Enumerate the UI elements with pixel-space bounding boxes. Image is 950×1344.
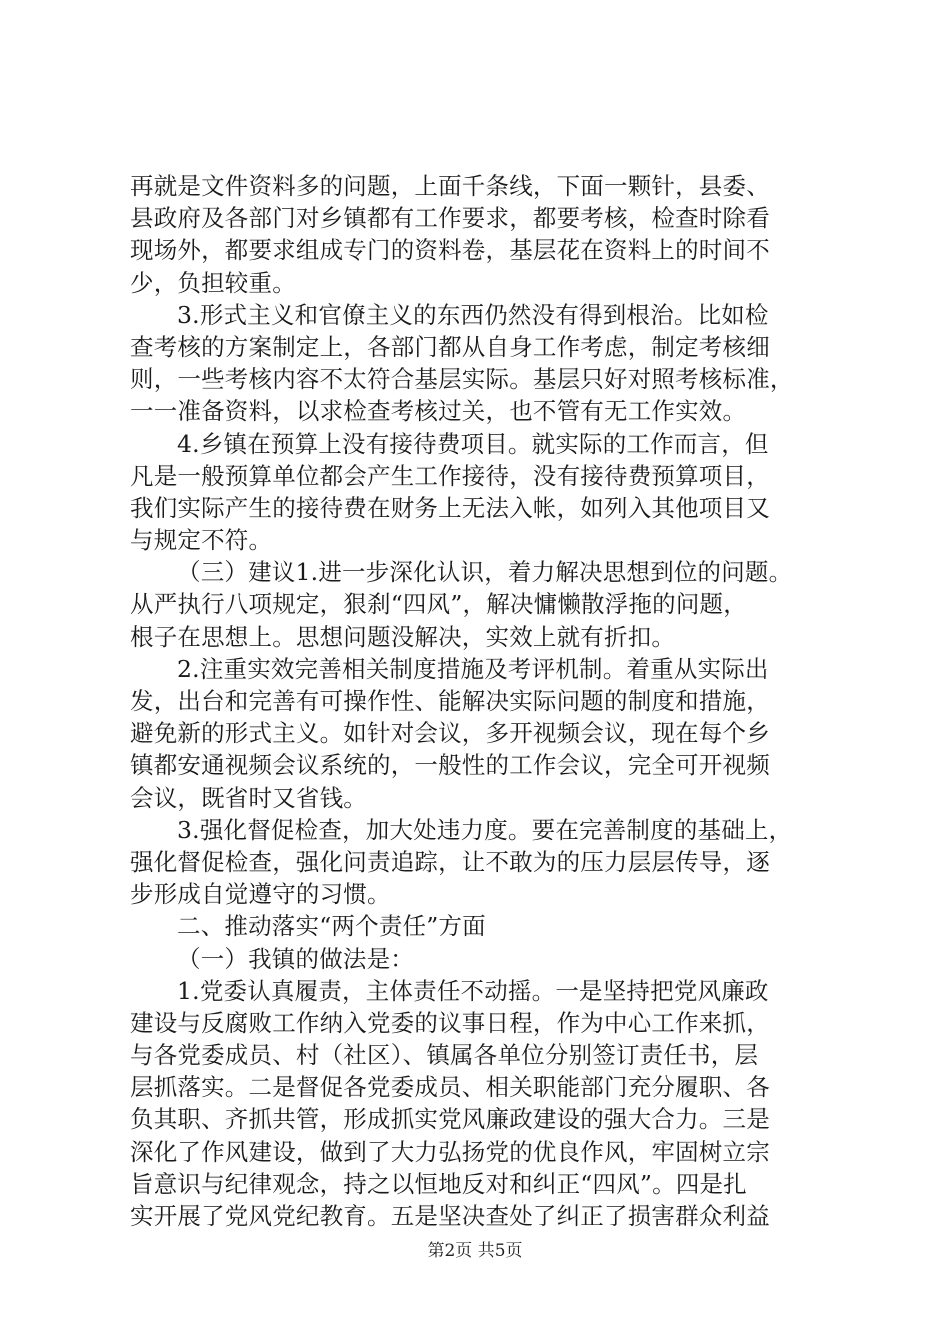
text-line: 实开展了党风党纪教育。五是坚决查处了纠正了损害群众利益 bbox=[130, 1202, 770, 1230]
text-line: 避免新的形式主义。如针对会议，多开视频会议，现在每个乡 bbox=[130, 719, 770, 748]
text-line: 3.形式主义和官僚主义的东西仍然没有得到根治。比如检 bbox=[177, 300, 769, 329]
text-line: 步形成自觉遵守的习惯。 bbox=[130, 880, 391, 909]
text-line: 1.党委认真履责，主体责任不动摇。一是坚持把党风廉政 bbox=[177, 976, 769, 1005]
text-line: 2.注重实效完善相关制度措施及考评机制。着重从实际出 bbox=[177, 654, 769, 683]
subsection-heading: （一）我镇的做法是： bbox=[177, 944, 414, 973]
text-line: 一一准备资料，以求检查考核过关，也不管有无工作实效。 bbox=[130, 397, 747, 426]
text-line: 县政府及各部门对乡镇都有工作要求，都要考核，检查时除看 bbox=[130, 204, 770, 233]
text-line: 凡是一般预算单位都会产生工作接待，没有接待费预算项目， bbox=[130, 461, 770, 490]
text-line: 与规定不符。 bbox=[130, 526, 273, 555]
text-line: 深化了作风建设，做到了大力弘扬党的优良作风，牢固树立宗 bbox=[130, 1137, 770, 1166]
text-line: 查考核的方案制定上，各部门都从自身工作考虑，制定考核细 bbox=[130, 332, 770, 361]
text-line: （三）建议1.进一步深化认识，着力解决思想到位的问题。 bbox=[177, 558, 793, 587]
text-line: 强化督促检查，强化问责追踪，让不敢为的压力层层传导，逐 bbox=[130, 847, 770, 876]
text-line: 旨意识与纪律观念，持之以恒地反对和纠正“四风”。四是扎 bbox=[130, 1169, 747, 1198]
text-line: 再就是文件资料多的问题，上面千条线，下面一颗针，县委、 bbox=[130, 172, 770, 200]
page-number: 第2页 共5页 bbox=[427, 1241, 523, 1261]
text-line: 建设与反腐败工作纳入党委的议事日程，作为中心工作来抓， bbox=[130, 1008, 770, 1037]
text-line: 从严执行八项规定，狠刹“四风”，解决慵懒散浮拖的问题， bbox=[130, 590, 747, 619]
section-heading: 二、推动落实“两个责任”方面 bbox=[177, 912, 486, 941]
text-line: 镇都安通视频会议系统的，一般性的工作会议，完全可开视频 bbox=[130, 751, 770, 780]
text-line: 层抓落实。二是督促各党委成员、相关职能部门充分履职、各 bbox=[130, 1073, 770, 1102]
text-line: 负其职、齐抓共管，形成抓实党风廉政建设的强大合力。三是 bbox=[130, 1105, 770, 1134]
text-line: 根子在思想上。思想问题没解决，实效上就有折扣。 bbox=[130, 622, 676, 651]
text-line: 现场外，都要求组成专门的资料卷，基层花在资料上的时间不 bbox=[130, 236, 770, 265]
text-line: 则，一些考核内容不太符合基层实际。基层只好对照考核标准， bbox=[130, 365, 794, 394]
text-line: 4.乡镇在预算上没有接待费项目。就实际的工作而言，但 bbox=[177, 429, 769, 458]
page-footer bbox=[0, 1240, 950, 1262]
document-body bbox=[130, 170, 830, 1232]
text-line: 我们实际产生的接待费在财务上无法入帐，如列入其他项目又 bbox=[130, 493, 770, 522]
text-line: 少，负担较重。 bbox=[130, 268, 296, 297]
text-line: 发，出台和完善有可操作性、能解决实际问题的制度和措施， bbox=[130, 687, 770, 715]
text-line: 会议，既省时又省钱。 bbox=[130, 783, 367, 812]
text-line: 与各党委成员、村（社区）、镇属各单位分别签订责任书，层 bbox=[130, 1041, 759, 1070]
text-line: 3.强化督促检查，加大处违力度。要在完善制度的基础上， bbox=[177, 815, 793, 844]
